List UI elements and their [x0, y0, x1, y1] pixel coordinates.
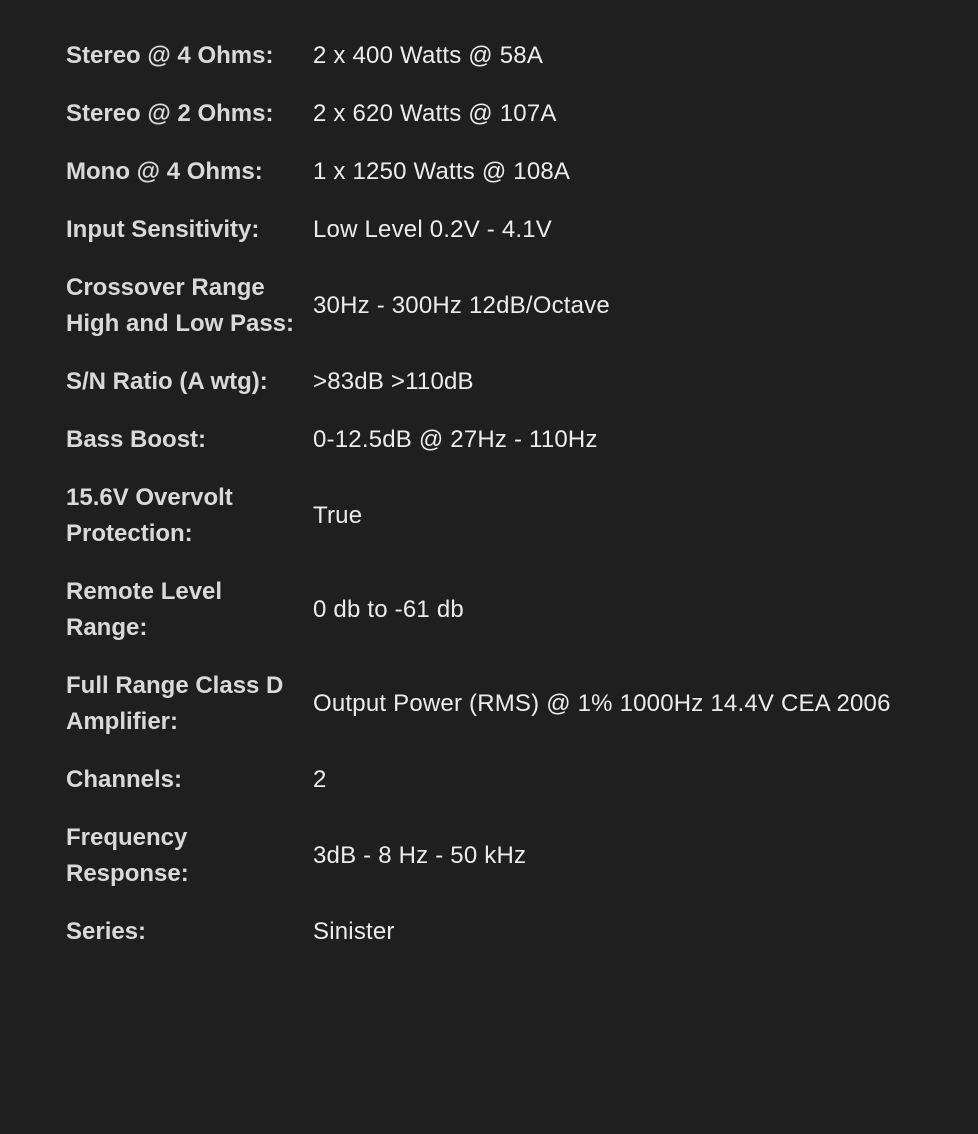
spec-row-mono-4-ohms — [60, 143, 891, 201]
spec-label: Series: — [66, 918, 147, 945]
spec-row-channels — [60, 751, 891, 809]
spec-value: 3dB - 8 Hz - 50 kHz — [313, 842, 527, 869]
spec-label: Full Range Class D Amplifier: — [66, 672, 284, 735]
spec-value: 1 x 1250 Watts @ 108A — [313, 158, 571, 185]
spec-label: Mono @ 4 Ohms: — [66, 158, 263, 185]
spec-label: 15.6V Overvolt Protection: — [66, 484, 233, 547]
spec-value: 30Hz - 300Hz 12dB/Octave — [313, 292, 610, 319]
spec-row-overvolt-protection — [60, 469, 891, 563]
spec-label: Input Sensitivity: — [66, 216, 260, 243]
spec-label: Stereo @ 2 Ohms: — [66, 100, 274, 127]
spec-row-series — [60, 903, 891, 961]
spec-label: S/N Ratio (A wtg): — [66, 368, 268, 395]
spec-row-stereo-2-ohms — [60, 85, 891, 143]
spec-value: Sinister — [313, 918, 395, 945]
spec-value: >83dB >110dB — [313, 368, 474, 395]
spec-label: Frequency Response: — [66, 824, 189, 887]
spec-value: 2 x 620 Watts @ 107A — [313, 100, 557, 127]
spec-value: 0 db to -61 db — [313, 596, 464, 623]
spec-table — [60, 27, 891, 961]
spec-value: True — [313, 502, 363, 529]
spec-value: Output Power (RMS) @ 1% 1000Hz 14.4V CEA 2006 — [313, 690, 891, 717]
spec-row-sn-ratio — [60, 353, 891, 411]
spec-label: Channels: — [66, 766, 183, 793]
spec-label: Remote Level Range: — [66, 578, 223, 641]
spec-row-remote-level-range — [60, 563, 891, 657]
spec-row-input-sensitivity — [60, 201, 891, 259]
spec-row-stereo-4-ohms — [60, 27, 891, 85]
spec-value: 2 — [313, 766, 327, 793]
spec-row-crossover-range — [60, 259, 891, 353]
spec-label: Bass Boost: — [66, 426, 207, 453]
spec-label: Stereo @ 4 Ohms: — [66, 42, 274, 69]
spec-label: Crossover Range High and Low Pass: — [66, 274, 295, 337]
spec-row-full-range-class-d — [60, 657, 891, 751]
spec-value: Low Level 0.2V - 4.1V — [313, 216, 553, 243]
spec-row-bass-boost — [60, 411, 891, 469]
spec-row-frequency-response — [60, 809, 891, 903]
spec-value: 2 x 400 Watts @ 58A — [313, 42, 544, 69]
spec-value: 0-12.5dB @ 27Hz - 110Hz — [313, 426, 598, 453]
spec-sheet — [60, 27, 940, 961]
